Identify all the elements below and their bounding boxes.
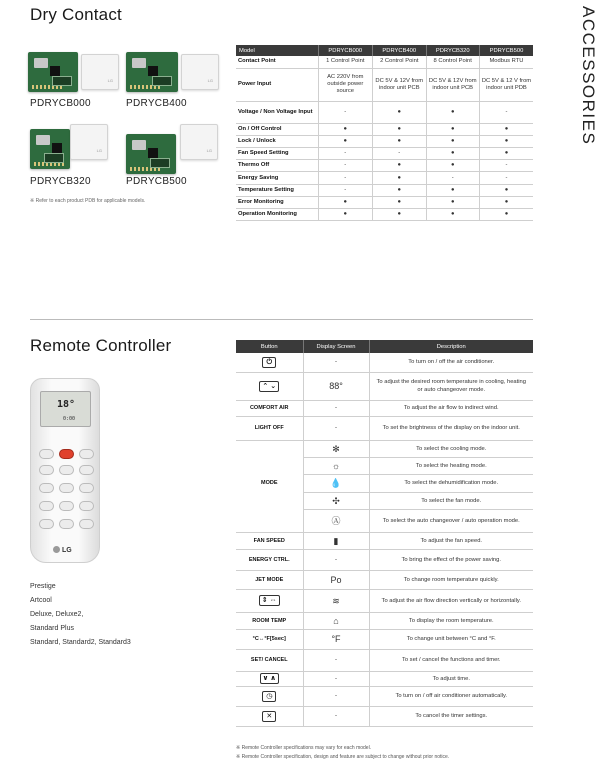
remote-row-power: [236, 353, 533, 372]
remote-description: To set / cancel the functions and timer.: [369, 649, 533, 671]
remote-button-cell: [236, 686, 303, 706]
spec-cell: ●: [373, 172, 426, 184]
remote-description: To adjust the desired room temperature in cooling, heating or auto changeover mode.: [369, 372, 533, 400]
remote-display-symbol: -: [303, 353, 369, 372]
remote-display-symbol: °F: [303, 629, 369, 649]
spec-header-1: PDRYCB000: [318, 45, 373, 56]
remote-controller-image: [30, 378, 100, 563]
spec-cell: ●: [373, 160, 426, 172]
remote-row-temperature: [236, 372, 533, 400]
spec-cell: ●: [426, 184, 479, 196]
spec-cell: -: [318, 101, 373, 123]
remote-row-mode-auto: [236, 509, 533, 532]
spec-cell: ●: [318, 135, 373, 147]
spec-cell: 2 Control Point: [373, 56, 426, 68]
remote-display-symbol: -: [303, 686, 369, 706]
spec-cell: 1 Control Point: [318, 56, 373, 68]
spec-cell: ●: [318, 196, 373, 208]
remote-row-mode-fan: [236, 492, 533, 509]
remote-button-label: MODE: [261, 480, 278, 486]
spec-cell: DC 5V & 12 V from indoor unit PDB: [479, 68, 533, 101]
dry-contact-spec-table: [236, 45, 533, 221]
pcb-board-image: [30, 129, 70, 169]
spec-cell: DC 5V & 12V from indoor unit PCB: [373, 68, 426, 101]
remote-button-label: ROOM TEMP: [236, 612, 303, 629]
spec-cell: ●: [479, 196, 533, 208]
spec-row-label: Temperature Setting: [236, 184, 318, 196]
spec-cell: -: [318, 160, 373, 172]
remote-display-symbol: ≋: [303, 589, 369, 612]
spec-cell: -: [426, 172, 479, 184]
spec-row-label: Lock / Unlock: [236, 135, 318, 147]
remote-button-cell: [236, 589, 303, 612]
spec-row-label: Fan Speed Setting: [236, 148, 318, 160]
remote-button-label: FAN SPEED: [236, 532, 303, 549]
temperature-icon: ⌃ ⌄: [259, 381, 279, 392]
pcb-board-image: [126, 52, 178, 92]
spec-cell: -: [479, 172, 533, 184]
remote-controller-title: Remote Controller: [30, 336, 172, 355]
spec-cell: -: [373, 148, 426, 160]
remote-row-mode-cool: [236, 440, 533, 457]
remote-display-symbol: -: [303, 706, 369, 726]
spec-row: [236, 148, 533, 160]
remote-display-symbol: Po: [303, 570, 369, 589]
spec-cell: -: [318, 184, 373, 196]
remote-display-symbol: -: [303, 671, 369, 686]
remote-description: To adjust time.: [369, 671, 533, 686]
remote-display-symbol: ⌂: [303, 612, 369, 629]
enclosure-image: LG: [81, 54, 119, 90]
remote-header-2: Description: [369, 340, 533, 353]
spec-cell: ●: [373, 135, 426, 147]
spec-header-4: PDRYCB500: [479, 45, 533, 56]
spec-header-0: Model: [236, 45, 318, 56]
remote-description: To adjust the fan speed.: [369, 532, 533, 549]
remote-header-0: Button: [236, 340, 303, 353]
spec-cell: ●: [426, 196, 479, 208]
spec-cell: AC 220V from outside power source: [318, 68, 373, 101]
remote-row-unit-change: [236, 629, 533, 649]
spec-row: [236, 56, 533, 68]
spec-cell: DC 5V & 12V from indoor unit PCB: [426, 68, 479, 101]
remote-row-cancel-timer: [236, 706, 533, 726]
spec-cell: Modbus RTU: [479, 56, 533, 68]
remote-description: To select the dehumidification mode.: [369, 474, 533, 492]
remote-row-energy-ctrl: [236, 549, 533, 570]
remote-display-symbol: 88°: [303, 372, 369, 400]
remote-description: To change unit between °C and °F.: [369, 629, 533, 649]
note: ※ Remote Controller specification, design and feature are subject to change without prior notice.: [236, 754, 450, 760]
spec-row-label: Thermo Off: [236, 160, 318, 172]
spec-row-label: Operation Monitoring: [236, 209, 318, 221]
remote-display-symbol: ✻: [303, 440, 369, 457]
remote-button-cell: [236, 353, 303, 372]
spec-row-label: On / Off Control: [236, 123, 318, 135]
pcb-board-image: [126, 134, 176, 174]
spec-row: [236, 160, 533, 172]
air-flow-icon: ⇕ ⇔: [259, 595, 280, 606]
enclosure-image: LG: [70, 124, 108, 160]
spec-cell: ●: [373, 101, 426, 123]
remote-display-symbol: -: [303, 400, 369, 416]
spec-cell: ●: [426, 160, 479, 172]
spec-row-label: Power Input: [236, 68, 318, 101]
remote-description: To bring the effect of the power saving.: [369, 549, 533, 570]
remote-description: To select the fan mode.: [369, 492, 533, 509]
enclosure-image: LG: [181, 54, 219, 90]
model-item: Deluxe, Deluxe2,: [30, 611, 84, 618]
timer-icon: ◷: [262, 691, 276, 702]
remote-row-set-cancel: [236, 649, 533, 671]
spec-cell: ●: [479, 123, 533, 135]
remote-button-label: [236, 492, 303, 509]
spec-row: [236, 196, 533, 208]
product-label: PDRYCB320: [30, 176, 91, 187]
remote-description: To display the room temperature.: [369, 612, 533, 629]
model-item: Artcool: [30, 597, 52, 604]
remote-row-adjust-time: [236, 671, 533, 686]
remote-row-fan-speed: [236, 532, 533, 549]
remote-button-label: [236, 440, 303, 457]
spec-row: [236, 135, 533, 147]
remote-row-air-flow: [236, 589, 533, 612]
remote-button-label: [236, 509, 303, 532]
cancel-timer-icon: ✕: [262, 711, 276, 722]
remote-description: To set the brightness of the display on the indoor unit.: [369, 416, 533, 440]
remote-description: To change room temperature quickly.: [369, 570, 533, 589]
remote-row-room-temp: [236, 612, 533, 629]
spec-cell: -: [318, 148, 373, 160]
spec-cell: ●: [479, 209, 533, 221]
remote-notes: [236, 744, 449, 762]
remote-description: To select the cooling mode.: [369, 440, 533, 457]
remote-description: To select the heating mode.: [369, 457, 533, 474]
dry-contact-title: Dry Contact: [30, 5, 122, 24]
remote-description: To turn on / off the air conditioner.: [369, 353, 533, 372]
spec-cell: ●: [426, 148, 479, 160]
remote-row-mode-dry: [236, 474, 533, 492]
adjust-time-icon: ∨ ∧: [260, 673, 279, 684]
spec-cell: ●: [318, 123, 373, 135]
product-label: PDRYCB400: [126, 98, 187, 109]
remote-button-label: °C↔°F[5sec]: [236, 629, 303, 649]
spec-cell: ●: [318, 209, 373, 221]
remote-button-cell: [236, 372, 303, 400]
spec-cell: ●: [373, 184, 426, 196]
spec-cell: ●: [426, 123, 479, 135]
remote-display-symbol: -: [303, 649, 369, 671]
remote-row-timer: [236, 686, 533, 706]
remote-function-table: [236, 340, 533, 727]
spec-cell: ●: [479, 135, 533, 147]
remote-row-light-off: [236, 416, 533, 440]
spec-cell: -: [479, 101, 533, 123]
spec-row: [236, 184, 533, 196]
remote-button-label: SET/ CANCEL: [236, 649, 303, 671]
spec-cell: ●: [426, 101, 479, 123]
remote-button-label: ENERGY CTRL.: [236, 549, 303, 570]
model-item: Standard Plus: [30, 625, 74, 632]
remote-description: To turn on / off air conditioner automatically.: [369, 686, 533, 706]
remote-row-mode-heat: [236, 457, 533, 474]
spec-row-label: Voltage / Non Voltage Input: [236, 101, 318, 123]
model-item: Prestige: [30, 583, 56, 590]
spec-row: [236, 123, 533, 135]
spec-cell: ●: [373, 123, 426, 135]
lg-logo: LG: [53, 546, 72, 554]
remote-display-symbol: 💧: [303, 474, 369, 492]
power-icon: ⏻: [262, 357, 276, 368]
remote-description: To cancel the timer settings.: [369, 706, 533, 726]
pcb-board-image: [28, 52, 78, 92]
remote-button-cell: [236, 671, 303, 686]
spec-row: [236, 68, 533, 101]
spec-row: [236, 172, 533, 184]
enclosure-image: LG: [180, 124, 218, 160]
spec-cell: ●: [479, 148, 533, 160]
spec-row-label: Energy Saving: [236, 172, 318, 184]
remote-display-symbol: ✣: [303, 492, 369, 509]
remote-display-symbol: ☼: [303, 457, 369, 474]
remote-description: To select the auto changeover / auto operation mode.: [369, 509, 533, 532]
section-divider: [30, 319, 533, 320]
remote-header-1: Display Screen: [303, 340, 369, 353]
spec-cell: ●: [373, 209, 426, 221]
remote-row-comfort-air: [236, 400, 533, 416]
remote-screen: 18° 0:00: [40, 391, 91, 427]
remote-button-label: [236, 457, 303, 474]
product-footnote: ※ Refer to each product PDB for applicable models.: [30, 198, 146, 204]
spec-row: [236, 209, 533, 221]
remote-description: To adjust the air flow direction vertically or horizontally.: [369, 589, 533, 612]
product-label: PDRYCB500: [126, 176, 187, 187]
product-label: PDRYCB000: [30, 98, 91, 109]
spec-cell: -: [479, 160, 533, 172]
remote-row-jet-mode: [236, 570, 533, 589]
remote-button-label: JET MODE: [236, 570, 303, 589]
spec-row-label: Error Monitoring: [236, 196, 318, 208]
spec-cell: ●: [426, 135, 479, 147]
remote-models-list: [30, 580, 131, 650]
remote-display-symbol: ▮: [303, 532, 369, 549]
spec-cell: -: [318, 172, 373, 184]
spec-cell: 8 Control Point: [426, 56, 479, 68]
spec-cell: ●: [479, 184, 533, 196]
remote-display-symbol: -: [303, 416, 369, 440]
spec-cell: ●: [426, 209, 479, 221]
remote-description: To adjust the air flow to indirect wind.: [369, 400, 533, 416]
spec-row: [236, 101, 533, 123]
accessories-label: ACCESSORIES: [579, 6, 598, 146]
spec-header-3: PDRYCB320: [426, 45, 479, 56]
remote-display-symbol: Ⓐ: [303, 509, 369, 532]
remote-display-symbol: -: [303, 549, 369, 570]
spec-row-label: Contact Point: [236, 56, 318, 68]
model-item: Standard, Standard2, Standard3: [30, 639, 131, 646]
note: ※ Remote Controller specifications may vary for each model.: [236, 745, 372, 751]
spec-cell: ●: [373, 196, 426, 208]
remote-button-label: COMFORT AIR: [236, 400, 303, 416]
remote-button-label: LIGHT OFF: [236, 416, 303, 440]
remote-button-cell: [236, 706, 303, 726]
spec-header-2: PDRYCB400: [373, 45, 426, 56]
